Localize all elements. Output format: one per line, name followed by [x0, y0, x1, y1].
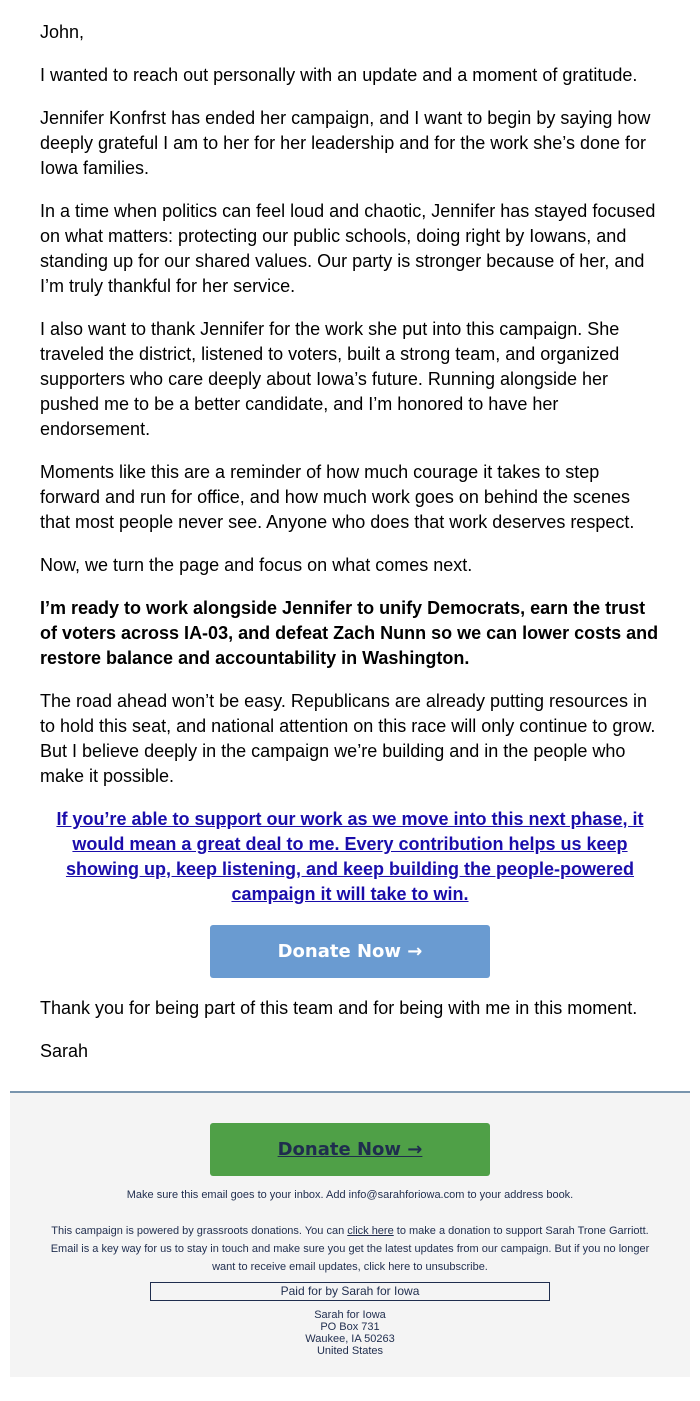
- address-line: PO Box 731: [320, 1321, 380, 1333]
- paragraph: Moments like this are a reminder of how much courage it takes to step forward and run for office, and how much work goes on behind the scenes that most people never see. Anyone who does that work deserves respect.: [40, 462, 635, 532]
- paragraph: I wanted to reach out personally with an update and a moment of gratitude.: [40, 65, 638, 85]
- thanks-text: Thank you for being part of this team and for being with me in this moment.: [40, 998, 638, 1018]
- footer-donate-now-button[interactable]: Donate Now →: [210, 1123, 490, 1176]
- paragraph: I also want to thank Jennifer for the work she put into this campaign. She traveled the district, listened to voters, built a strong team, and organized supporters who care deeply about Iowa’s future. Running alongside her pushed me to be a better candidate, and I’m honored to have her endorsement.: [40, 319, 620, 439]
- powered-note: [10, 1222, 690, 1276]
- address-line: United States: [316, 1345, 384, 1357]
- inbox-note: Make sure this email goes to your inbox. Add info@sarahforiowa.com to your address book.: [126, 1189, 574, 1201]
- address-line: Sarah for Iowa: [314, 1309, 386, 1321]
- bold-paragraph: I’m ready to work alongside Jennifer to unify Democrats, earn the trust of voters across IA-03, and defeat Zach Nunn so we can lower costs and restore balance and accountability in Washington.: [40, 598, 659, 668]
- address: [10, 1309, 690, 1357]
- powered-text: This campaign is powered by grassroots donations. You can: [51, 1225, 348, 1237]
- signature: Sarah: [40, 1041, 89, 1061]
- footer: [10, 1091, 690, 1377]
- paragraph: Now, we turn the page and focus on what comes next.: [40, 555, 473, 575]
- paragraph: In a time when politics can feel loud and chaotic, Jennifer has stayed focused on what matters: protecting our public schools, doing right by Iowans, and standing up for our shared values. Our party is stronger because of her, and I’m truly thankful for her service.: [40, 201, 656, 296]
- paragraph: Jennifer Konfrst has ended her campaign, and I want to begin by saying how deeply grateful I am to her for her leadership and for the work she’s done for Iowa families.: [40, 108, 651, 178]
- unsubscribe-text[interactable]: to make a donation to support Sarah Trone Garriott. Email is a key way for us to stay in touch and make sure you get the latest updates from our campaign. But if you no longer want to receive email updates, click here to unsubscribe.: [50, 1225, 650, 1273]
- donate-cta-link[interactable]: If you’re able to support our work as we move into this next phase, it would mean a great deal to me. Every contribution helps us keep showing up, keep listening, and keep building the people-powered campaign it will take to win.: [56, 809, 644, 904]
- paid-for-box: Paid for by Sarah for Iowa: [150, 1282, 550, 1301]
- donate-now-button[interactable]: Donate Now →: [210, 925, 490, 978]
- click-here-link[interactable]: click here: [347, 1225, 394, 1237]
- paragraph: The road ahead won’t be easy. Republicans are already putting resources in to hold this seat, and national attention on this race will only continue to grow. But I believe deeply in the campaign we’re building and in the people who make it possible.: [40, 691, 656, 786]
- address-line: Waukee, IA 50263: [305, 1333, 395, 1345]
- greeting: John,: [40, 22, 85, 42]
